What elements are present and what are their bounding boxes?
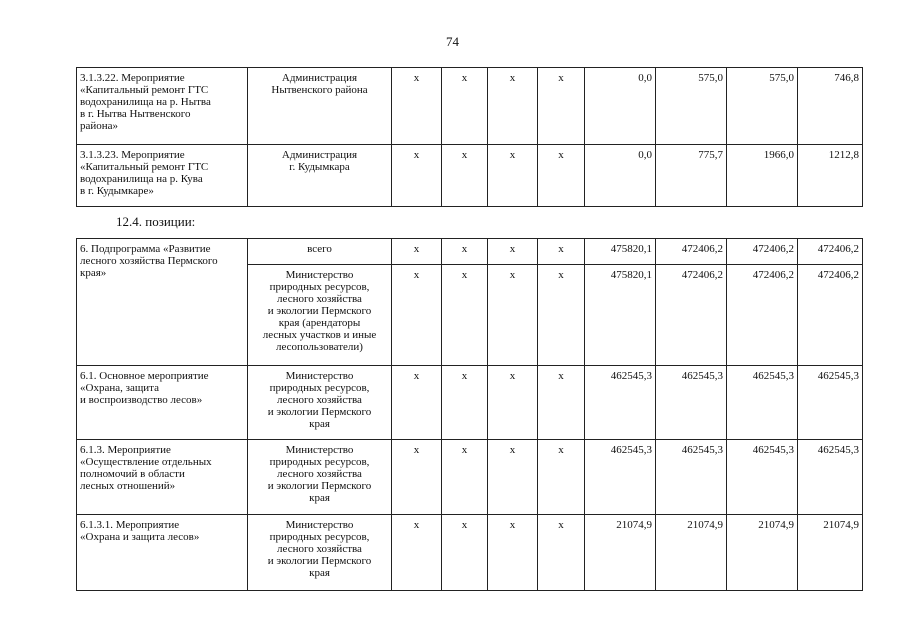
mark-cell: x	[442, 515, 488, 591]
mark-cell: x	[392, 145, 442, 207]
executor: Министерство природных ресурсов, лесного хозяйства и экологии Пермского края	[248, 515, 392, 591]
mark-cell: x	[488, 440, 538, 515]
value-cell: 472406,2	[727, 239, 798, 265]
value-cell: 21074,9	[656, 515, 727, 591]
table-row	[77, 515, 863, 591]
activity-name: 6.1. Основное мероприятие «Охрана, защита и воспроизводство лесов»	[77, 366, 248, 440]
mark-cell: x	[488, 145, 538, 207]
value-cell: 462545,3	[727, 440, 798, 515]
value-cell: 475820,1	[585, 265, 656, 366]
value-cell: 21074,9	[798, 515, 863, 591]
table-row	[77, 68, 863, 145]
activity-name: 6.1.3. Мероприятие «Осуществление отдельных полномочий в области лесных отношений»	[77, 440, 248, 515]
value-cell: 462545,3	[656, 366, 727, 440]
mark-cell: x	[538, 366, 585, 440]
executor: Министерство природных ресурсов, лесного хозяйства и экологии Пермского края	[248, 440, 392, 515]
value-cell: 462545,3	[585, 440, 656, 515]
executor: Администрация Нытвенского района	[248, 68, 392, 145]
value-cell: 462545,3	[798, 440, 863, 515]
mark-cell: x	[488, 265, 538, 366]
mark-cell: x	[538, 265, 585, 366]
mark-cell: x	[538, 145, 585, 207]
table-row	[77, 366, 863, 440]
executor: Министерство природных ресурсов, лесного хозяйства и экологии Пермского края	[248, 366, 392, 440]
mark-cell: x	[392, 68, 442, 145]
mark-cell: x	[442, 366, 488, 440]
subprogram-name: 6. Подпрограмма «Развитие лесного хозяйства Пермского края»	[77, 239, 248, 366]
activity-name: 6.1.3.1. Мероприятие «Охрана и защита лесов»	[77, 515, 248, 591]
executor: Администрация г. Кудымкара	[248, 145, 392, 207]
value-cell: 575,0	[656, 68, 727, 145]
value-cell: 575,0	[727, 68, 798, 145]
value-cell: 462545,3	[727, 366, 798, 440]
mark-cell: x	[488, 239, 538, 265]
mark-cell: x	[538, 440, 585, 515]
value-cell: 472406,2	[656, 265, 727, 366]
section-heading: 12.4. позиции:	[116, 214, 196, 229]
mark-cell: x	[538, 68, 585, 145]
value-cell: 775,7	[656, 145, 727, 207]
mark-cell: x	[442, 440, 488, 515]
page-number: 74	[446, 34, 459, 49]
mark-cell: x	[392, 265, 442, 366]
activity-name: 3.1.3.22. Мероприятие «Капитальный ремонт ГТС водохранилища на р. Нытва в г. Нытва Нытвенского района»	[77, 68, 248, 145]
value-cell: 746,8	[798, 68, 863, 145]
program-table-top	[76, 67, 863, 207]
value-cell: 1212,8	[798, 145, 863, 207]
table-row	[77, 239, 863, 265]
activity-name: 3.1.3.23. Мероприятие «Капитальный ремонт ГТС водохранилища на р. Кува в г. Кудымкаре»	[77, 145, 248, 207]
mark-cell: x	[488, 515, 538, 591]
mark-cell: x	[538, 239, 585, 265]
mark-cell: x	[442, 145, 488, 207]
value-cell: 472406,2	[798, 239, 863, 265]
mark-cell: x	[392, 440, 442, 515]
value-cell: 1966,0	[727, 145, 798, 207]
value-cell: 21074,9	[727, 515, 798, 591]
mark-cell: x	[392, 239, 442, 265]
value-cell: 475820,1	[585, 239, 656, 265]
value-cell: 462545,3	[585, 366, 656, 440]
mark-cell: x	[442, 239, 488, 265]
value-cell: 0,0	[585, 145, 656, 207]
mark-cell: x	[488, 366, 538, 440]
executor: всего	[248, 239, 392, 265]
value-cell: 462545,3	[798, 366, 863, 440]
value-cell: 472406,2	[656, 239, 727, 265]
value-cell: 472406,2	[727, 265, 798, 366]
executor: Министерство природных ресурсов, лесного хозяйства и экологии Пермского края (арендаторы лесных участков и иные лесопользователи)	[248, 265, 392, 366]
mark-cell: x	[392, 515, 442, 591]
mark-cell: x	[488, 68, 538, 145]
table-row	[77, 145, 863, 207]
value-cell: 462545,3	[656, 440, 727, 515]
table-row	[77, 440, 863, 515]
value-cell: 0,0	[585, 68, 656, 145]
value-cell: 472406,2	[798, 265, 863, 366]
mark-cell: x	[442, 68, 488, 145]
mark-cell: x	[538, 515, 585, 591]
program-table-bottom	[76, 238, 863, 591]
mark-cell: x	[442, 265, 488, 366]
mark-cell: x	[392, 366, 442, 440]
value-cell: 21074,9	[585, 515, 656, 591]
